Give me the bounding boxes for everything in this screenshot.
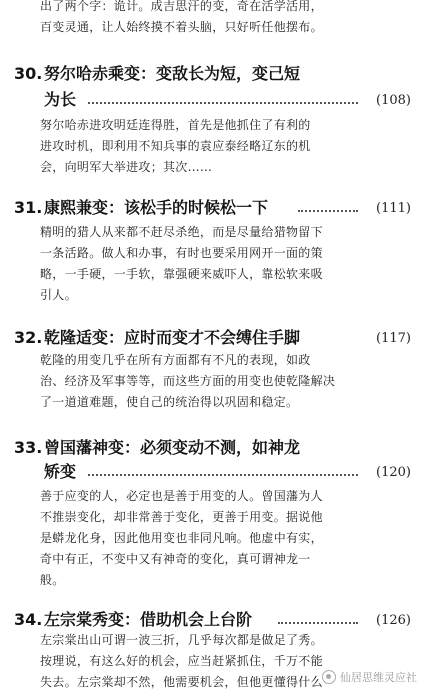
dot-leader — [88, 474, 358, 476]
page-number: (126) — [376, 613, 411, 628]
wechat-icon — [322, 670, 336, 684]
entry-title: 乾隆适变：应时而变才不会缚住手脚 — [44, 328, 301, 347]
entry-title: 努尔哈赤乘变：变敌长为短，变己短 — [44, 64, 301, 83]
page-number: (117) — [376, 331, 411, 346]
description-line: 左宗棠出山可谓一波三折，几乎每次都是做足了秀。 — [40, 633, 323, 647]
entry-description — [40, 486, 412, 591]
dot-leader — [278, 622, 358, 624]
entry-description — [40, 350, 412, 413]
watermark-text: 仙居思维灵应社 — [340, 671, 417, 684]
entry-number: 33. — [14, 438, 43, 457]
description-line: 一条活路。做人和办事，有时也要采用网开一面的策 — [40, 246, 323, 260]
intro-line: 百变灵通，让人始终摸不着头脑，只好听任他摆布。 — [40, 20, 323, 34]
dot-leader — [298, 210, 358, 212]
description-line: 按理说，有这么好的机会，应当赶紧抓住，千万不能 — [40, 654, 323, 668]
description-line: 了一道道难题，使自己的统治得以巩固和稳定。 — [40, 395, 299, 409]
entry-title: 康熙兼变：该松手的时候松一下 — [44, 198, 269, 217]
entry-number: 34. — [14, 610, 43, 629]
watermark — [322, 669, 417, 685]
description-line: 善于应变的人，必定也是善于用变的人。曾国藩为人 — [40, 489, 323, 503]
description-line: 进攻时机，即利用不知兵事的袁应泰经略辽东的机 — [40, 139, 311, 153]
dot-leader — [88, 102, 358, 104]
entry-title-continued: 矫变 — [44, 462, 77, 481]
entry-number: 30. — [14, 64, 43, 83]
intro-paragraph — [40, 0, 412, 38]
description-line: 努尔哈赤进攻明廷连得胜，首先是他抓住了有利的 — [40, 118, 311, 132]
entry-number: 32. — [14, 328, 43, 347]
description-line: 会，向明军大举进攻；其次…… — [40, 160, 213, 174]
description-line: 治、经济及军事等等，而这些方面的用变也使乾隆解决 — [40, 374, 336, 388]
entry-number: 31. — [14, 198, 43, 217]
description-line: 失去。左宗棠却不然，他需要机会，但他更懂得什么 — [40, 675, 323, 689]
page-number: (120) — [376, 465, 411, 480]
entry-title: 曾国藩神变：必须变动不测，如神龙 — [44, 438, 301, 457]
entry-title: 左宗棠秀变：借助机会上台阶 — [44, 610, 253, 629]
description-line: 精明的猎人从来都不赶尽杀绝，而是尽量给猎物留下 — [40, 225, 323, 239]
intro-line: 出了两个字：诡计。成吉思汗的变，奇在活学活用， — [40, 0, 323, 13]
page-number: (108) — [376, 93, 411, 108]
description-line: 是蟒龙化身，因此他用变也非同凡响。他虚中有实， — [40, 531, 323, 545]
description-line: 略，一手硬，一手软，靠强硬来威吓人，靠松软来吸 — [40, 267, 323, 281]
page-number: (111) — [376, 201, 411, 216]
description-line: 不推崇变化，却非常善于变化，更善于用变。据说他 — [40, 510, 323, 524]
description-line: 乾隆的用变几乎在所有方面都有不凡的表现，如政 — [40, 353, 311, 367]
entry-description — [40, 115, 412, 178]
entry-description — [40, 222, 412, 306]
description-line: 般。 — [40, 573, 65, 587]
description-line: 引人。 — [40, 288, 77, 302]
description-line: 奇中有正，不变中又有神奇的变化，真可谓神龙一 — [40, 552, 311, 566]
entry-title-continued: 为长 — [44, 90, 77, 109]
